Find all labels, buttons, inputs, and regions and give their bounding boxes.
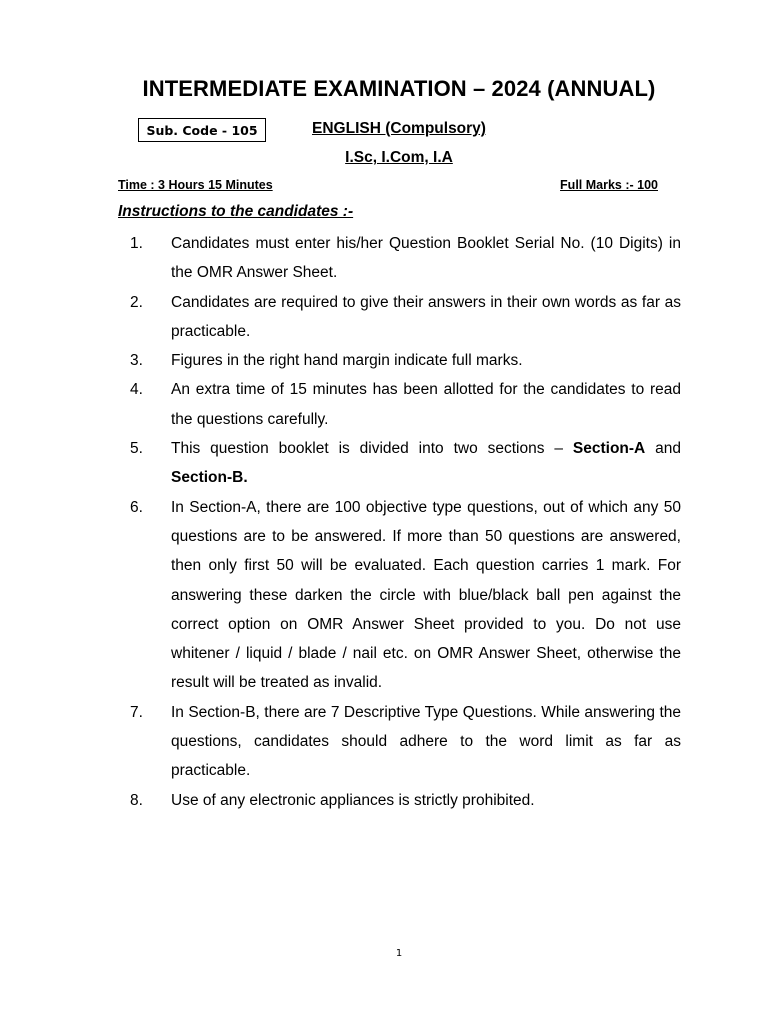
instruction-item — [130, 493, 681, 698]
section-b-label: Section-B. — [171, 469, 248, 487]
section-a-label: Section-A — [572, 440, 646, 458]
subject-name: ENGLISH (Compulsory) — [312, 120, 486, 137]
instruction-item — [130, 698, 681, 786]
instruction-item — [130, 786, 681, 815]
instruction-text: In Section-A, there are 100 objective type questions, out of which any 50 questions are to be answered. If more than 50 questions are answered, then only first 50 will be evaluated. Each question carries 1 mark. For answering these darken the circle with blue/black ball pen against the correct option on OMR Answer Sheet provided to you. Do not use whitener / liquid / blade / nail etc. on OMR Answer Sheet, otherwise the result will be treated as invalid. — [171, 498, 681, 692]
sub-code-box: Sub. Code - 105 — [138, 118, 266, 142]
instruction-text: In Section-B, there are 7 Descriptive Type Questions. While answering the questions, candidates should adhere to the word limit as far as practicable. — [171, 703, 681, 780]
instruction-number: 6. — [130, 498, 143, 516]
instruction-item — [130, 375, 681, 434]
instruction-item — [130, 229, 681, 288]
instruction-number: 5. — [130, 440, 143, 458]
instruction-number: 4. — [130, 381, 143, 399]
exam-title: INTERMEDIATE EXAMINATION – 2024 (ANNUAL) — [142, 76, 656, 101]
instruction-number: 7. — [130, 703, 143, 721]
instruction-text: Candidates must enter his/her Question Booklet Serial No. (10 Digits) in the OMR Answer Sheet. — [171, 235, 681, 282]
instruction-item — [130, 288, 681, 347]
instruction-text: Use of any electronic appliances is strictly prohibited. — [171, 791, 535, 809]
streams: I.Sc, I.Com, I.A — [345, 149, 453, 166]
instruction-number: 8. — [130, 791, 143, 809]
instructions-heading: Instructions to the candidates :- — [118, 203, 354, 220]
instruction-number: 2. — [130, 293, 143, 311]
instruction-number: 3. — [130, 352, 143, 370]
instruction-item — [130, 434, 681, 493]
full-marks: Full Marks :- 100 — [560, 178, 658, 192]
time-allowed: Time : 3 Hours 15 Minutes — [118, 178, 273, 192]
instruction-text — [171, 434, 681, 493]
instruction-number: 1. — [130, 235, 143, 252]
instruction-text-part: and — [645, 440, 681, 458]
instruction-text: Figures in the right hand margin indicate full marks. — [171, 352, 523, 370]
instructions-list — [130, 229, 681, 815]
page-number: 1 — [395, 948, 403, 959]
instruction-text: An extra time of 15 minutes has been allotted for the candidates to read the questions carefully. — [171, 381, 681, 428]
instruction-item — [130, 346, 681, 375]
instruction-text: Candidates are required to give their answers in their own words as far as practicable. — [171, 293, 681, 340]
instruction-text-part: This question booklet is divided into two sections – — [171, 440, 573, 458]
